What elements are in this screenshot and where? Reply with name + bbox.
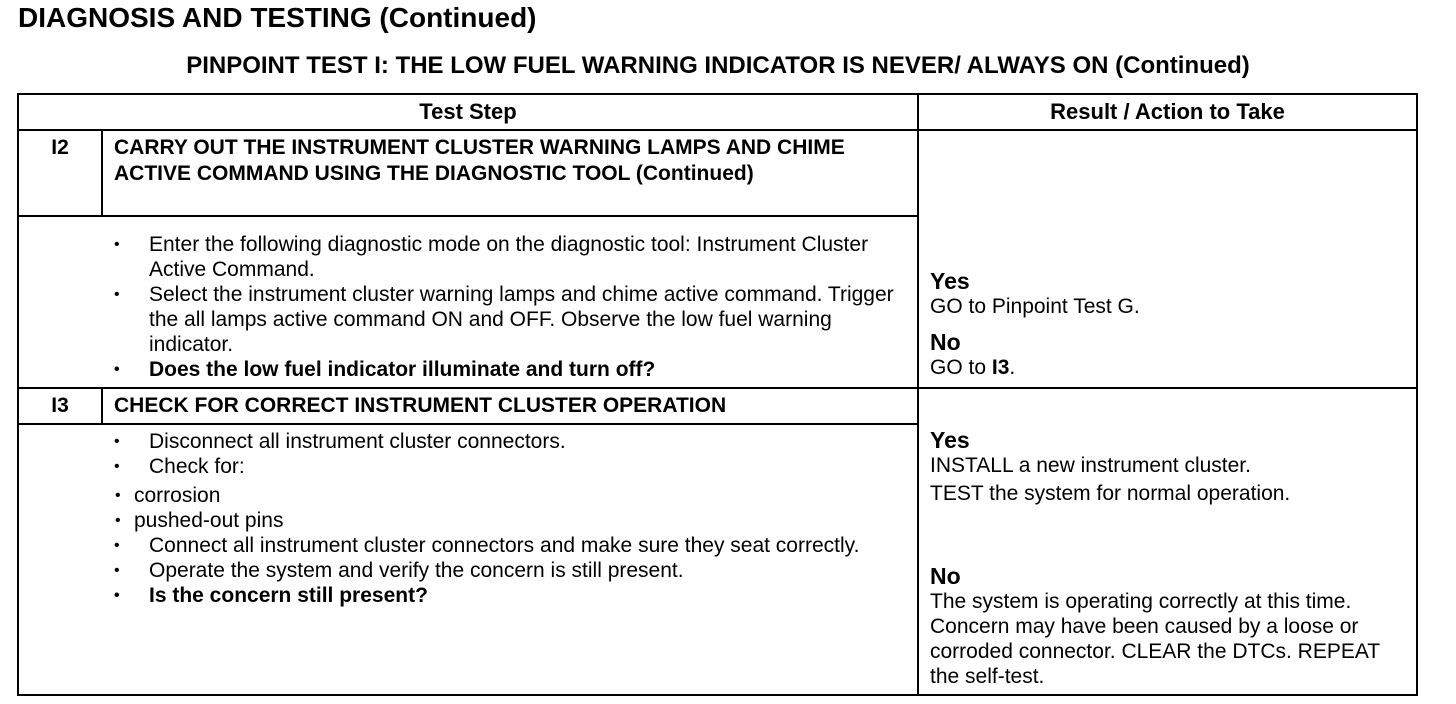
question-item: • Is the concern still present? <box>114 583 904 608</box>
sub-list-item: • pushed-out pins <box>114 508 904 533</box>
step-instructions-i3 <box>114 429 904 608</box>
yes-action-install: INSTALL a new instrument cluster. <box>930 454 1251 477</box>
question-item: • Does the low fuel indicator illuminate and turn off? <box>114 357 904 382</box>
i3-id-divider <box>101 389 103 425</box>
result-i3-no <box>930 563 1410 689</box>
step-title-i2: CARRY OUT THE INSTRUMENT CLUSTER WARNING LAMPS AND CHIME ACTIVE COMMAND USING THE DIAGNOSTIC TOOL (Continued) <box>114 136 845 185</box>
list-item: • Select the instrument cluster warning lamps and chime active command. Trigger the all lamps active command ON and OFF. Observe the low fuel warning indicator. <box>114 282 904 357</box>
list-item: • Operate the system and verify the concern is still present. <box>114 558 904 583</box>
list-item: • Connect all instrument cluster connectors and make sure they seat correctly. <box>114 533 904 558</box>
step-divider <box>19 387 1416 389</box>
yes-action: GO to Pinpoint Test G. <box>930 295 1140 318</box>
no-label: No <box>930 563 961 589</box>
pinpoint-test-title: PINPOINT TEST I: THE LOW FUEL WARNING INDICATOR IS NEVER/ ALWAYS ON (Continued) <box>186 52 1250 79</box>
page-title: DIAGNOSIS AND TESTING (Continued) <box>18 2 537 33</box>
result-action-header: Result / Action to Take <box>1050 99 1285 124</box>
test-step-header: Test Step <box>419 99 517 124</box>
step-id-i3: I3 <box>51 394 69 417</box>
i3-title-divider <box>19 423 917 425</box>
check-for-label: Check for: <box>149 455 245 478</box>
list-item: • Enter the following diagnostic mode on the diagnostic tool: Instrument Cluster Active Command. <box>114 232 904 282</box>
sub-list-item: • corrosion <box>114 483 904 508</box>
no-action: The system is operating correctly at this time. Concern may have been caused by a loose or corroded connector. CLEAR the DTCs. REPEAT the self-test. <box>930 590 1380 688</box>
result-i2 <box>930 268 1410 380</box>
i2-title-divider <box>19 215 917 217</box>
check-sublist <box>134 483 904 533</box>
diagnostic-table <box>17 93 1418 696</box>
column-divider <box>917 95 919 694</box>
yes-label: Yes <box>930 427 970 453</box>
yes-action-test: TEST the system for normal operation. <box>930 482 1291 505</box>
no-label: No <box>930 329 961 355</box>
header-divider <box>19 129 1416 131</box>
list-item <box>114 454 904 533</box>
result-i3-yes <box>930 427 1410 506</box>
no-action-suffix: . <box>1009 356 1016 379</box>
yes-label: Yes <box>930 268 970 294</box>
step-id-i2: I2 <box>51 136 69 159</box>
list-item: • Disconnect all instrument cluster connectors. <box>114 429 904 454</box>
step-title-i3: CHECK FOR CORRECT INSTRUMENT CLUSTER OPERATION <box>114 394 727 417</box>
step-link-i3[interactable]: I3 <box>991 356 1010 379</box>
step-instructions-i2 <box>114 232 904 382</box>
no-action <box>930 355 1410 380</box>
no-action-prefix: GO to <box>930 356 987 379</box>
i2-id-divider <box>101 129 103 215</box>
